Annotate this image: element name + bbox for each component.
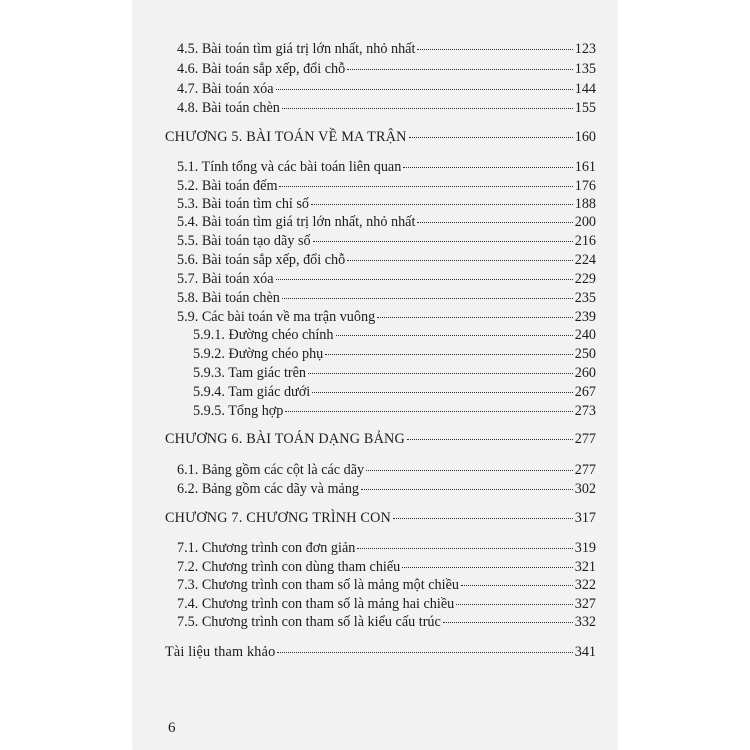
dot-leader	[308, 373, 573, 374]
toc-entry-7-2[interactable]	[177, 559, 596, 576]
toc-page: 188	[574, 196, 596, 212]
dot-leader	[282, 108, 573, 109]
toc-entry-5-8[interactable]	[177, 290, 596, 307]
dot-leader	[312, 392, 573, 393]
toc-page: 302	[574, 481, 596, 497]
toc-label: 5.9.5. Tổng hợp	[193, 403, 284, 419]
toc-label: 5.9. Các bài toán về ma trận vuông	[177, 309, 376, 325]
toc-entry-4-6[interactable]	[177, 61, 596, 78]
dot-leader	[347, 260, 572, 261]
toc-page: 321	[574, 559, 596, 575]
toc-label: CHƯƠNG 7. CHƯƠNG TRÌNH CON	[165, 510, 391, 526]
toc-page: 277	[574, 431, 596, 447]
toc-label: 5.7. Bài toán xóa	[177, 271, 274, 287]
toc-entry-5-4[interactable]	[177, 214, 596, 231]
toc-page: 240	[574, 327, 596, 343]
toc-label: 7.1. Chương trình con đơn giản	[177, 540, 356, 556]
toc-entry-7-5[interactable]	[177, 614, 596, 631]
dot-leader	[336, 335, 573, 336]
toc-entry-5-9-2[interactable]	[193, 346, 596, 363]
toc-entry-5-3[interactable]	[177, 196, 596, 213]
dot-leader	[443, 622, 573, 623]
toc-label: 6.1. Bảng gồm các cột là các dãy	[177, 462, 365, 478]
toc-entry-5-9-4[interactable]	[193, 384, 596, 401]
toc-page: 200	[574, 214, 596, 230]
dot-leader	[276, 279, 573, 280]
toc-entry-7-3[interactable]	[177, 577, 596, 594]
dot-leader	[347, 69, 572, 70]
toc-entry-5-9-3[interactable]	[193, 365, 596, 382]
toc-chapter-6[interactable]	[165, 431, 596, 448]
toc-page: 319	[574, 540, 596, 556]
dot-leader	[417, 49, 572, 50]
toc-entry-7-4[interactable]	[177, 596, 596, 613]
toc-chapter-7[interactable]	[165, 510, 596, 527]
toc-label: 5.8. Bài toán chèn	[177, 290, 280, 306]
dot-leader	[377, 317, 573, 318]
toc-label: 7.5. Chương trình con tham số là kiểu cấu trúc	[177, 614, 441, 630]
toc-label: 5.2. Bài toán đếm	[177, 178, 278, 194]
toc-entry-5-5[interactable]	[177, 233, 596, 250]
dot-leader	[282, 298, 573, 299]
toc-entry-7-1[interactable]	[177, 540, 596, 557]
toc-page: 332	[574, 614, 596, 630]
toc-page: 260	[574, 365, 596, 381]
toc-page: 161	[574, 159, 596, 175]
dot-leader	[285, 411, 572, 412]
toc-page: 267	[574, 384, 596, 400]
toc-page: 273	[574, 403, 596, 419]
toc-entry-4-5[interactable]	[177, 41, 596, 58]
toc-entry-4-8[interactable]	[177, 100, 596, 117]
dot-leader	[313, 241, 573, 242]
toc-label: 6.2. Bảng gồm các dãy và mảng	[177, 481, 360, 497]
toc-entry-6-1[interactable]	[177, 462, 596, 479]
toc-label: 7.3. Chương trình con tham số là mảng một chiều	[177, 577, 459, 593]
toc-label: 5.9.4. Tam giác dưới	[193, 384, 311, 400]
dot-leader	[417, 222, 572, 223]
dot-leader	[311, 204, 573, 205]
toc-entry-5-9-1[interactable]	[193, 327, 596, 344]
toc-label: 4.5. Bài toán tìm giá trị lớn nhất, nhỏ nhất	[177, 41, 416, 57]
toc-page: 239	[574, 309, 596, 325]
dot-leader	[402, 567, 572, 568]
toc-label: 5.9.1. Đường chéo chính	[193, 327, 334, 343]
dot-leader	[357, 548, 572, 549]
toc-page: 176	[574, 178, 596, 194]
toc-label: 5.9.3. Tam giác trên	[193, 365, 307, 381]
dot-leader	[461, 585, 573, 586]
toc-label: 4.8. Bài toán chèn	[177, 100, 280, 116]
toc-label: 7.2. Chương trình con dùng tham chiếu	[177, 559, 401, 575]
toc-page: 327	[574, 596, 596, 612]
toc-label: 5.4. Bài toán tìm giá trị lớn nhất, nhỏ nhất	[177, 214, 416, 230]
toc-references[interactable]	[165, 644, 596, 661]
dot-leader	[361, 489, 573, 490]
dot-leader	[277, 652, 572, 653]
toc-entry-5-6[interactable]	[177, 252, 596, 269]
toc-entry-4-7[interactable]	[177, 81, 596, 98]
dot-leader	[325, 354, 572, 355]
toc-entry-5-9[interactable]	[177, 309, 596, 326]
toc-entry-6-2[interactable]	[177, 481, 596, 498]
toc-page: 216	[574, 233, 596, 249]
toc-entry-5-7[interactable]	[177, 271, 596, 288]
toc-label: 4.7. Bài toán xóa	[177, 81, 274, 97]
toc-label: 5.9.2. Đường chéo phụ	[193, 346, 324, 362]
toc-page: 229	[574, 271, 596, 287]
toc-page: 144	[574, 81, 596, 97]
toc-label: Tài liệu tham khảo	[165, 644, 276, 660]
dot-leader	[279, 186, 572, 187]
toc-label: 7.4. Chương trình con tham số là mảng hai chiều	[177, 596, 455, 612]
dot-leader	[409, 137, 573, 138]
toc-page: 322	[574, 577, 596, 593]
toc-label: CHƯƠNG 5. BÀI TOÁN VỀ MA TRẬN	[165, 129, 407, 145]
toc-page: 135	[574, 61, 596, 77]
toc-entry-5-9-5[interactable]	[193, 403, 596, 420]
toc-page: 123	[574, 41, 596, 57]
dot-leader	[407, 439, 573, 440]
toc-label: 4.6. Bài toán sắp xếp, đổi chỗ	[177, 61, 346, 77]
toc-page: 250	[574, 346, 596, 362]
dot-leader	[393, 518, 573, 519]
toc-label: 5.3. Bài toán tìm chỉ số	[177, 196, 310, 212]
toc-page: 224	[574, 252, 596, 268]
dot-leader	[456, 604, 573, 605]
toc-page: 277	[574, 462, 596, 478]
toc-page: 235	[574, 290, 596, 306]
toc-entry-5-2[interactable]	[177, 178, 596, 195]
dot-leader	[276, 89, 573, 90]
toc-page: 155	[574, 100, 596, 116]
toc-label: CHƯƠNG 6. BÀI TOÁN DẠNG BẢNG	[165, 431, 405, 447]
dot-leader	[366, 470, 573, 471]
toc-label: 5.6. Bài toán sắp xếp, đổi chỗ	[177, 252, 346, 268]
page-number: 6	[168, 720, 176, 736]
toc-label: 5.1. Tính tổng và các bài toán liên quan	[177, 159, 402, 175]
toc-page: 341	[574, 644, 596, 660]
dot-leader	[403, 167, 572, 168]
toc-entry-5-1[interactable]	[177, 159, 596, 176]
toc-page: 160	[574, 129, 596, 145]
toc-label: 5.5. Bài toán tạo dãy số	[177, 233, 311, 249]
toc-chapter-5[interactable]	[165, 129, 596, 146]
toc-page: 317	[574, 510, 596, 526]
